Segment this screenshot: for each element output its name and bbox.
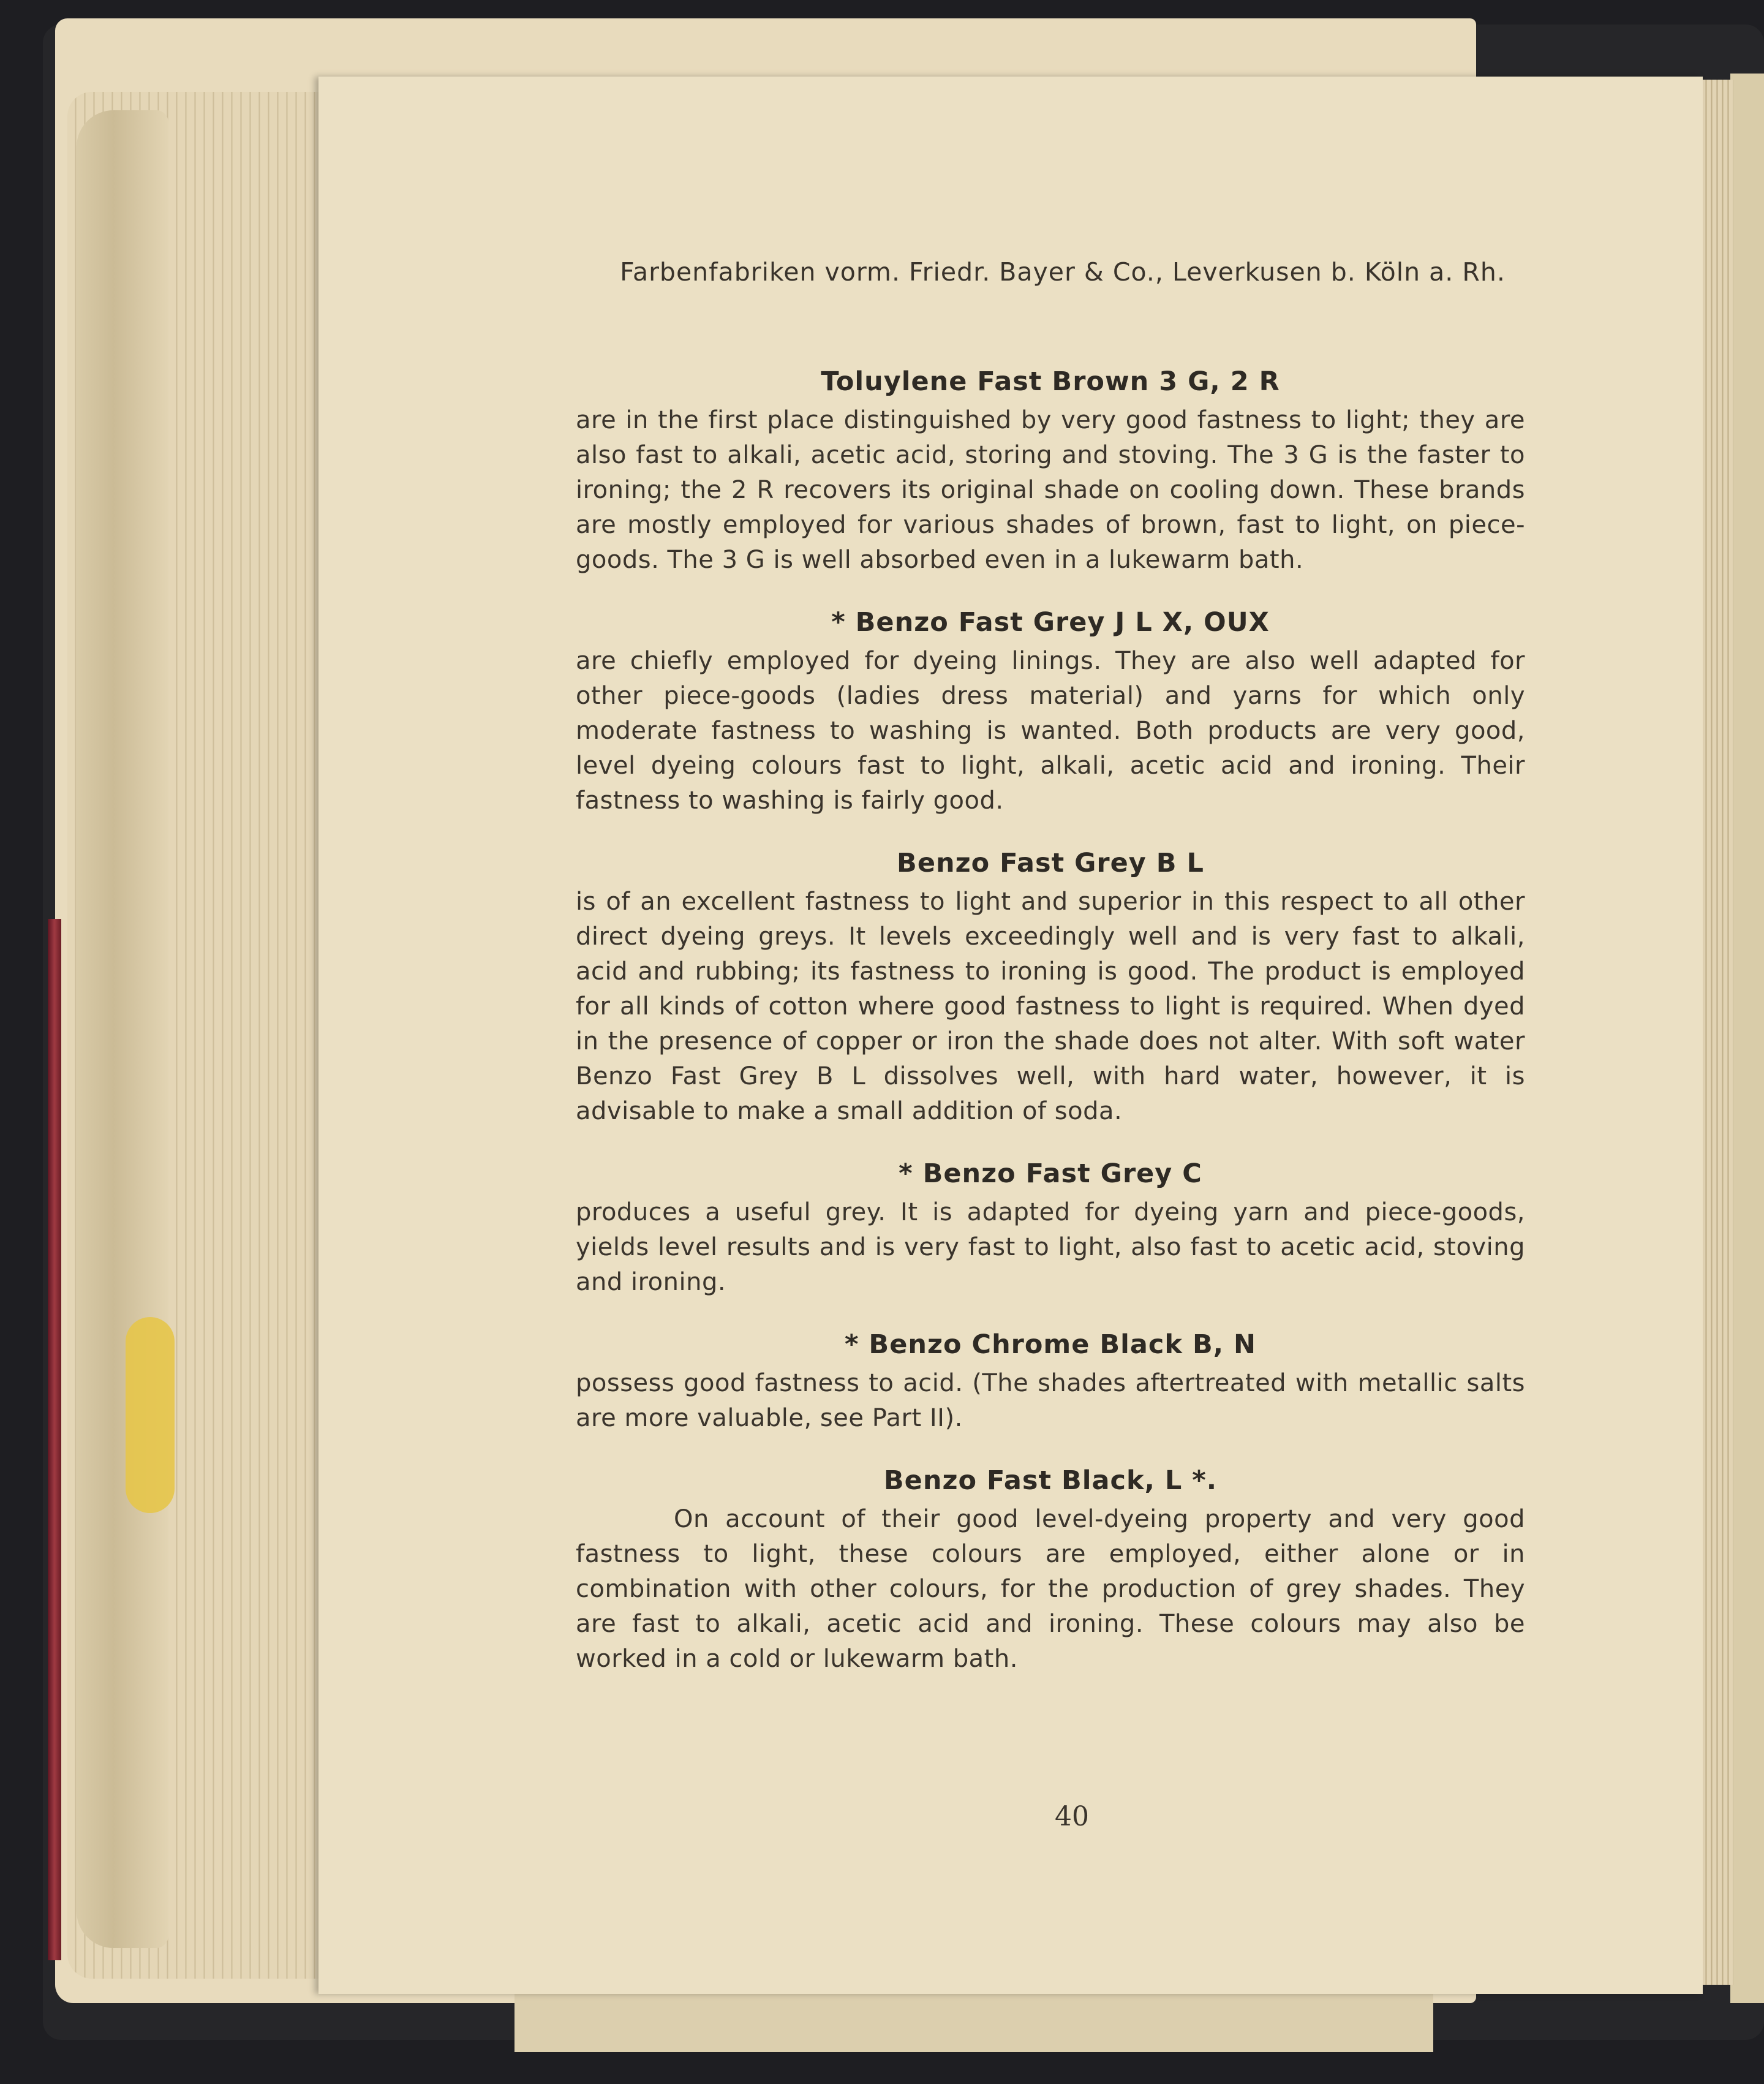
section-heading: Toluylene Fast Brown 3 G, 2 R xyxy=(821,366,1280,397)
section-body: are in the first place distinguished by very good fastness to light; they are also fast to alkali, acetic acid, storing and stoving. The 3 G is the faster to ironing; the 2 R recovers its original shade on cooling down. These brands are mostly employed for various shades of brown, fast to light, on piece-goods. The 3 G is well absorbed even in a lukewarm bath. xyxy=(576,406,1525,574)
section-benzo-fast-grey-jlx xyxy=(576,606,1525,818)
red-binding-edge xyxy=(48,919,61,1960)
yellow-stain xyxy=(126,1317,175,1513)
section-body: On account of their good level-dyeing property and very good fastness to light, these colours are employed, either alone or in combination with other colours, for the production of grey shades. They are fast to alkali, acetic acid and ironing. These colours may also be worked in a cold or lukewarm bath. xyxy=(576,1505,1525,1673)
section-heading: Benzo Fast Black, L *. xyxy=(883,1465,1218,1496)
gutter xyxy=(1730,74,1764,2003)
section-heading: * Benzo Fast Grey C xyxy=(899,1158,1202,1189)
section-body: produces a useful grey. It is adapted for dyeing yarn and piece-goods, yields level results and is very fast to light, also fast to acetic acid, stoving and ironing. xyxy=(576,1198,1525,1296)
torn-page-edge xyxy=(77,110,168,1948)
section-heading: * Benzo Chrome Black B, N xyxy=(844,1329,1257,1360)
page-number: 40 xyxy=(1055,1801,1089,1832)
section-heading: * Benzo Fast Grey J L X, OUX xyxy=(831,607,1270,638)
section-benzo-fast-grey-c xyxy=(576,1157,1525,1300)
section-benzo-fast-black xyxy=(576,1464,1525,1677)
section-heading: Benzo Fast Grey B L xyxy=(897,848,1204,878)
section-benzo-chrome-black xyxy=(576,1328,1525,1436)
section-body: are chiefly employed for dyeing linings. They are also well adapted for other piece-goods (ladies dress material) and yarns for which only moderate fastness to washing is wanted. Both products are very good, level dyeing colours fast to light, alkali, acetic acid and ironing. Their fastness to washing is fairly good. xyxy=(576,647,1525,815)
section-body: is of an excellent fastness to light and superior in this respect to all other direct dyeing greys. It levels exceedingly well and is very fast to alkali, acid and rubbing; its fastness to ironing is good. The product is employed for all kinds of cotton where good fastness to light is required. When dyed in the presence of copper or iron the shade does not alter. With soft water Benzo Fast Grey B L dissolves well, with hard water, however, it is advisable to make a small addition of soda. xyxy=(576,888,1525,1125)
section-benzo-fast-grey-bl xyxy=(576,847,1525,1129)
section-toluylene-fast-brown xyxy=(576,365,1525,578)
running-head: Farbenfabriken vorm. Friedr. Bayer & Co., Leverkusen b. Köln a. Rh. xyxy=(620,257,1506,287)
page-content xyxy=(576,257,1525,1677)
section-body: possess good fastness to acid. (The shades aftertreated with metallic salts are more valuable, see Part II). xyxy=(576,1369,1525,1432)
